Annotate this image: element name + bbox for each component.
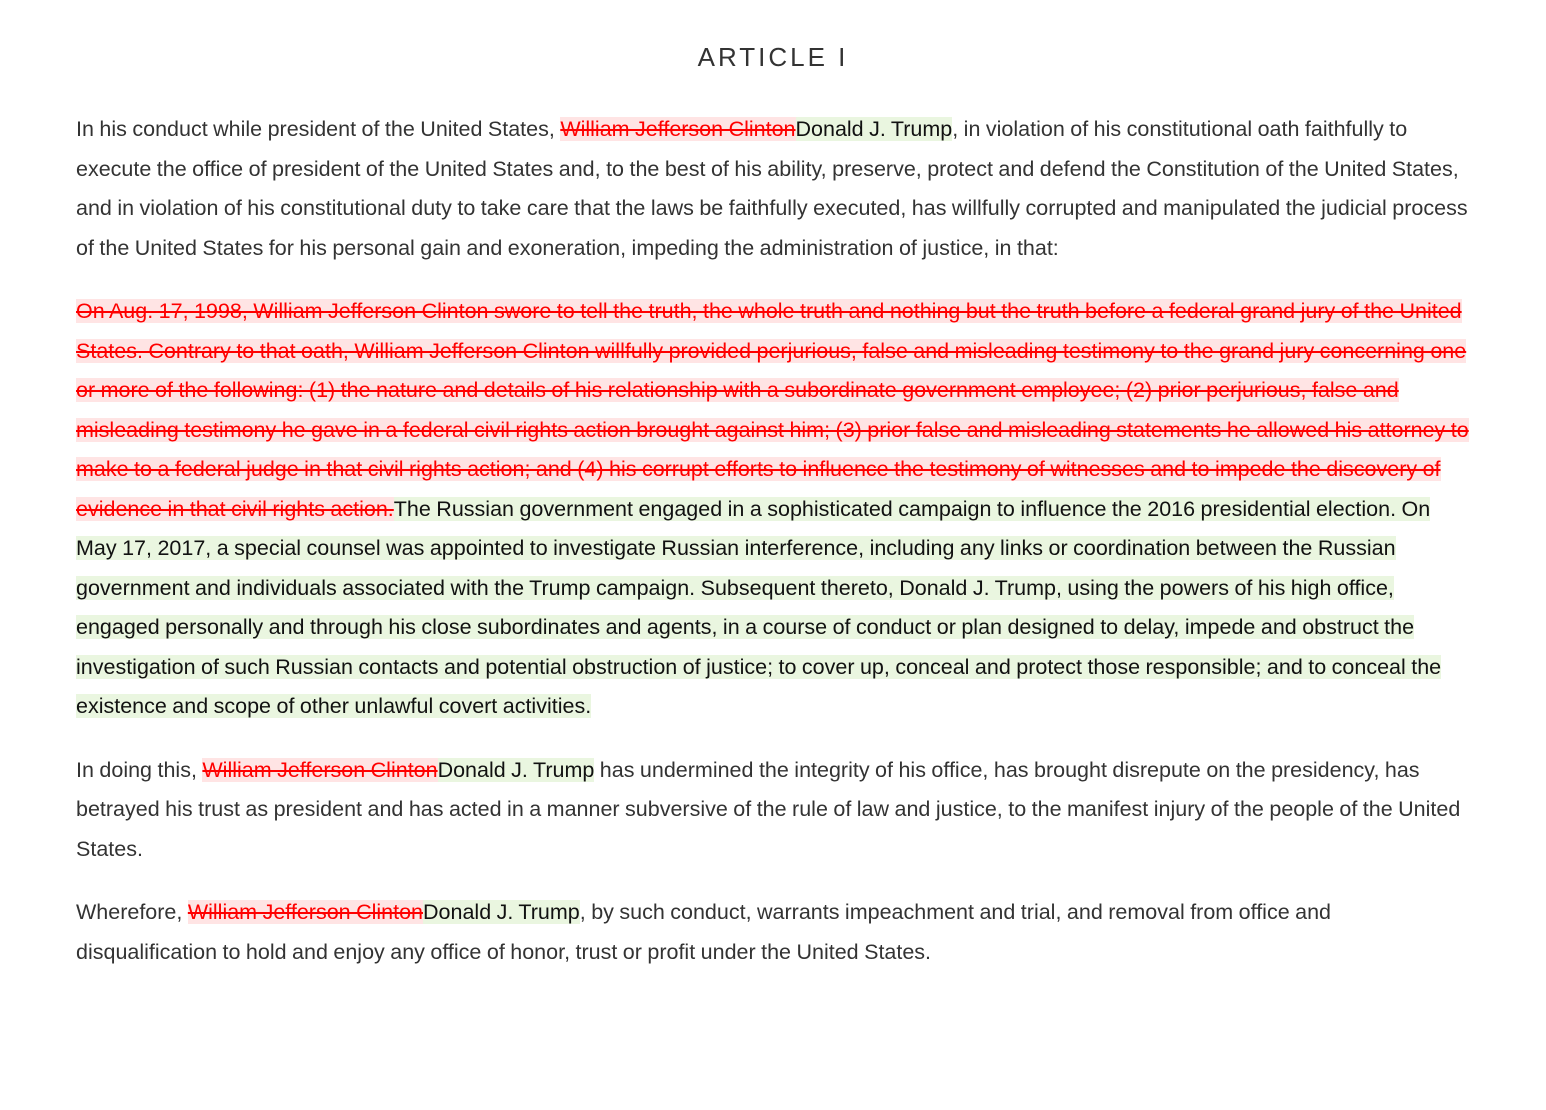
inserted-name: Donald J. Trump [795,117,953,141]
deleted-name: William Jefferson Clinton [187,900,424,924]
paragraph-text: In his conduct while president of the United States, [76,117,561,141]
paragraph-text: Wherefore, [76,900,188,924]
deleted-passage: On Aug. 17, 1998, William Jefferson Clinton swore to tell the truth, the whole truth and nothing but the truth before a federal grand jury of the United States. Contrary to that oath, William Jefferson Clinton willfully provided perjurious, false and misleading testimony to the grand jury concerning one or more of the following: (1) the nature and details of his relationship with a subordinate government employee; (2) prior perjurious, false and misleading testimony he gave in a federal civil rights action brought against him; (3) prior false and misleading statements he allowed his attorney to make to a federal judge in that civil rights action; and (4) his corrupt efforts to influence the testimony of witnesses and to impede the discovery of evidence in that civil rights action. [76,299,1469,521]
deleted-name: William Jefferson Clinton [560,117,796,141]
paragraph-text: has undermined the integrity of his office, has brought disrepute on the presidency, has betrayed his trust as president and has acted in a manner subversive of the rule of law and justice, to the manifest injury of the people of the United States. [76,757,1461,861]
paragraph-text: In doing this, [76,757,203,782]
paragraph-text: , by such conduct, warrants impeachment and trial, and removal from office and disqualification to hold and enjoy any office of honor, trust or profit under the United States. [76,900,1332,964]
inserted-passage: The Russian government engaged in a sophisticated campaign to influence the 2016 presidential election. On May 17, 2017, a special counsel was appointed to investigate Russian interference, including any links or coordination between the Russian government and individuals associated with the Trump campaign. Subsequent thereto, Donald J. Trump, using the powers of his high office, engaged personally and through his close subordinates and agents, in a course of conduct or plan designed to delay, impede and obstruct the investigation of such Russian contacts and potential obstruction of justice; to cover up, conceal and protect those responsible; and to conceal the existence and scope of other unlawful covert activities. [76,496,1442,718]
paragraph-wherefore [76,893,1470,972]
paragraph-conduct [76,110,1470,268]
deleted-name: William Jefferson Clinton [202,757,438,782]
paragraph-charges [76,292,1470,727]
paragraph-undermined [76,751,1470,870]
article-title: ARTICLE I [697,42,849,72]
paragraph-text: , in violation of his constitutional oath faithfully to execute the office of president of the United States and, to the best of his ability, preserve, protect and defend the Constitution of the United States, and in violation of his constitutional duty to take care that the laws be faithfully executed, has willfully corrupted and manipulated the judicial process of the United States for his personal gain and exoneration, impeding the administration of justice, in that: [76,117,1468,260]
inserted-name: Donald J. Trump [437,757,595,782]
inserted-name: Donald J. Trump [423,900,580,924]
